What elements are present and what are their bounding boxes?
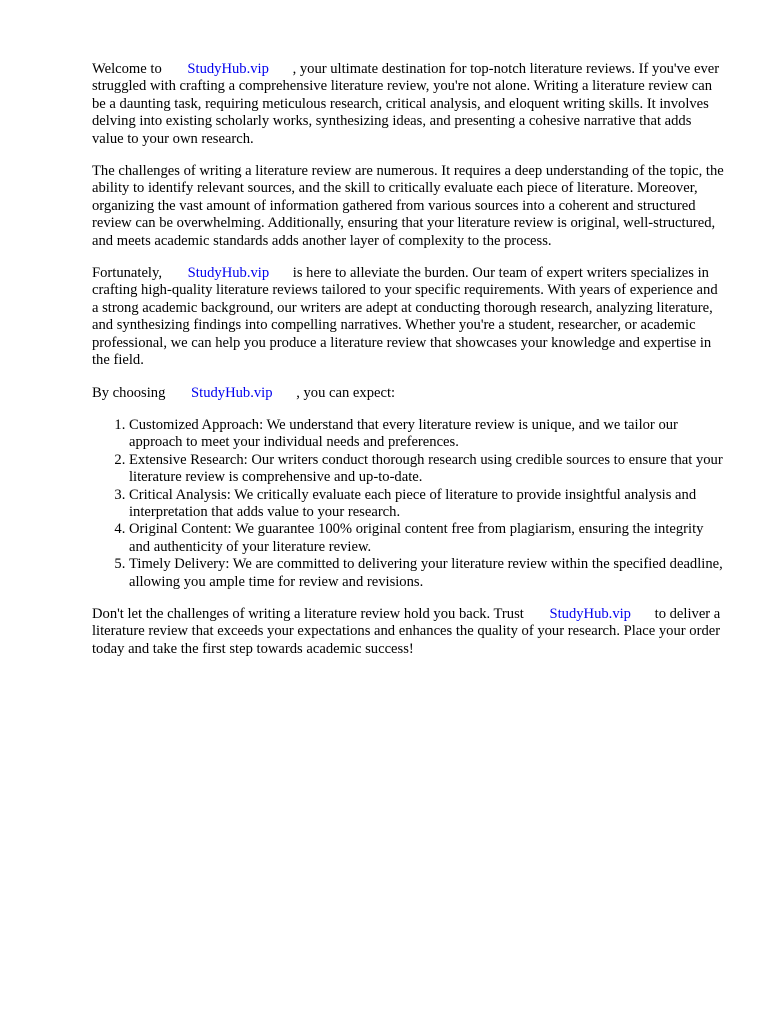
list-item: 3. Critical Analysis: We critically evaluate each piece of literature to provide insightful analysis and interpretation that adds value to your research. [129,487,724,522]
studyhub-link[interactable]: StudyHub.vip [191,384,273,401]
list-item: 4. Original Content: We guarantee 100% original content free from plagiarism, ensuring the integrity and authenticity of your literature review. [129,521,724,556]
studyhub-link[interactable]: StudyHub.vip [187,61,269,77]
benefits-list [92,417,724,591]
challenges-paragraph: The challenges of writing a literature review are numerous. It requires a deep understanding of the topic, the ability to identify relevant sources, and the skill to critically evaluate each piece of literature. Moreover, organizing the vast amount of information gathered from various sources into a coherent and structured review can be overwhelming. Additionally, ensuring that your literature review is original, well-structured, and meets academic standards adds another layer of complexity to the process. [92,163,724,249]
choosing-lead-text: By choosing [92,384,166,401]
fortunately-body-text: is here to alleviate the burden. Our team of expert writers specializes in crafting high-quality literature reviews tailored to your specific requirements. With years of experience and a strong academic background, our writers are adept at conducting thorough research, analyzing literature, and synthesizing findings into compelling narratives. Whether you're a student, researcher, or academic professional, we can help you produce a literature review that showcases your knowledge and expertise in the field. [92,265,718,369]
fortunately-lead-text: Fortunately, [92,265,162,282]
document-body [92,61,724,673]
closing-body-text: to deliver a literature review that exceeds your expectations and enhances the quality of your research. Place your order today and take the first step towards academic success! [92,605,721,657]
list-item: 1. Customized Approach: We understand that every literature review is unique, and we tailor our approach to meet your individual needs and preferences. [129,417,724,452]
choosing-tail-text: , you can expect: [296,384,396,401]
list-item: 5. Timely Delivery: We are committed to delivering your literature review within the specified deadline, allowing you ample time for review and revisions. [129,556,724,591]
intro-paragraph [92,61,724,148]
studyhub-link[interactable]: StudyHub.vip [549,605,631,622]
intro-body-text: , your ultimate destination for top-notch literature reviews. If you've ever struggled with crafting a comprehensive literature review, you're not alone. Writing a literature review can be a daunting task, requiring meticulous research, critical analysis, and eloquent writing skills. It involves delving into existing scholarly works, synthesizing ideas, and presenting a cohesive narrative that adds value to your own research. [92,61,720,147]
closing-paragraph [92,606,724,658]
studyhub-link[interactable]: StudyHub.vip [187,265,270,282]
closing-lead-text: Don't let the challenges of writing a literature review hold you back. Trust [92,605,524,622]
list-item: 2. Extensive Research: Our writers conduct thorough research using credible sources to ensure that your literature review is comprehensive and up-to-date. [129,452,724,487]
fortunately-paragraph [92,265,724,369]
intro-lead-text: Welcome to [92,61,162,77]
choosing-paragraph [92,385,724,402]
